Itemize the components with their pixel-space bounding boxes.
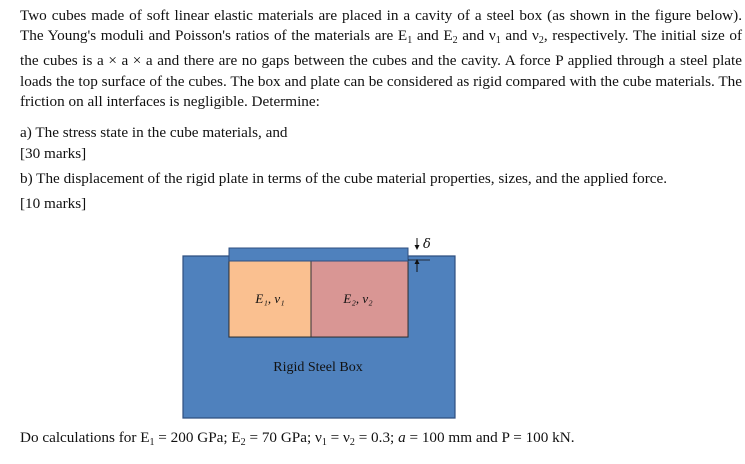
rigid-plate bbox=[229, 248, 408, 261]
figure-steel-box bbox=[0, 226, 745, 426]
problem-statement: Two cubes made of soft linear elastic materials are placed in a cavity of a steel box (as shown in the figure below). The Young's moduli and Poisson's ratios of the materials are $E_1$ and $E_2$ and $\nu_1$ and $\nu_2$, respectively. The initial size of the cubes is a × a × a and there are no gaps between the cubes and the cavity. A force P applied through a steel plate loads the top surface of the cubes. The box and plate can be considered as rigid compared with the cube materials. The friction on all interfaces is negligible. Determine: bbox=[20, 7, 743, 110]
box-label: Rigid Steel Box bbox=[273, 360, 363, 375]
question-b: b) The displacement of the rigid plate in terms of the cube material properties, sizes, and the applied force. bbox=[20, 170, 668, 187]
delta-arrowhead-down bbox=[415, 245, 420, 250]
question-a: a) The stress state in the cube materials, and bbox=[20, 124, 288, 141]
question-a-marks: [30 marks] bbox=[20, 145, 87, 162]
question-b-marks: [10 marks] bbox=[20, 195, 87, 212]
given-values: Do calculations for $E_1 = 200$ GPa; $E_2 = 70$ GPa; $\nu_1 = \nu_2 = 0.3$; a = 100 mm and P = 100 kN. bbox=[20, 429, 575, 448]
cube-2-label: E₂, ν₂ bbox=[343, 291, 373, 306]
cube-1-label: E₁, ν₁ bbox=[255, 291, 285, 306]
delta-label: δ bbox=[423, 237, 431, 252]
